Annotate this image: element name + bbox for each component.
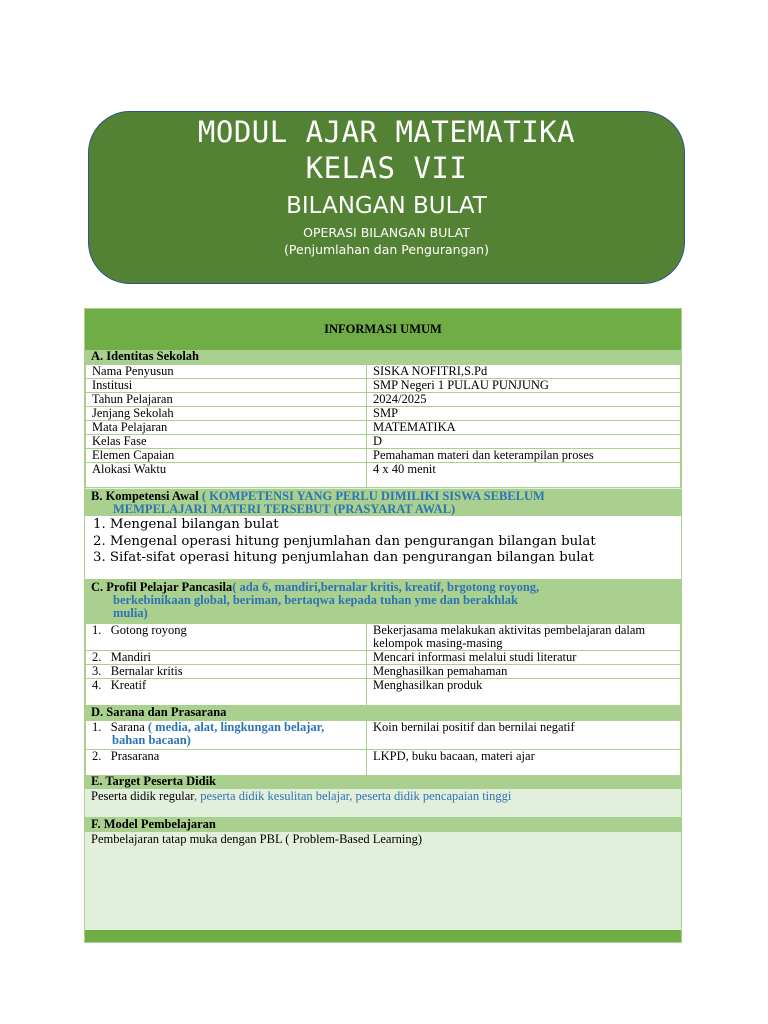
identity-value: SMP Negeri 1 PULAU PUNJUNG (367, 379, 681, 393)
model-text: Pembelajaran tatap muka dengan PBL ( Problem-Based Learning) (85, 832, 681, 930)
banner-class: KELAS VII (305, 151, 468, 185)
section-header-informasi-umum: INFORMASI UMUM (85, 309, 681, 350)
facility-label: 2. Prasarana (86, 750, 367, 776)
profile-label: 3. Bernalar kritis (86, 665, 367, 679)
identity-value: 4 x 40 menit (367, 463, 681, 488)
identity-label: Nama Penyusun (86, 365, 367, 379)
identity-value: Pemahaman materi dan keterampilan proses (367, 449, 681, 463)
banner-title: MODUL AJAR MATEMATIKA (197, 115, 576, 149)
section-c-note-cont: berkebinikaan global, beriman, bertaqwa kepada tuhan yme dan berakhlak (113, 593, 518, 607)
profile-label: 4. Kreatif (86, 679, 367, 706)
table-footer-bar (85, 930, 681, 942)
section-d-title: D. Sarana dan Prasarana (85, 705, 681, 720)
info-table (84, 308, 682, 943)
list-item: 1. Mengenal bilangan bulat (93, 517, 279, 532)
banner-subtopic: OPERASI BILANGAN BULAT (303, 225, 470, 240)
identity-value: MATEMATIKA (367, 421, 681, 435)
identity-value: 2024/2025 (367, 393, 681, 407)
identity-label: Alokasi Waktu (86, 463, 367, 488)
list-item: 2. Mengenal operasi hitung penjumlahan dan pengurangan bilangan bulat (93, 533, 596, 549)
identity-value: SISKA NOFITRI,S.Pd (367, 365, 681, 379)
section-e-title: E. Target Peserta Didik (85, 775, 681, 789)
identity-value: SMP (367, 407, 681, 421)
section-b-note: ( KOMPETENSI YANG PERLU DIMILIKI SISWA SEBELUM (201, 489, 545, 503)
identity-value: D (367, 435, 681, 449)
identity-label: Mata Pelajaran (86, 421, 367, 435)
section-a-title: A. Identitas Sekolah (85, 350, 681, 364)
prerequisite-list (85, 516, 681, 579)
identity-label: Elemen Capaian (86, 449, 367, 463)
section-b-title (85, 489, 681, 516)
target-text: Peserta didik regular, peserta didik kesulitan belajar, peserta didik pencapaian tinggi (85, 789, 681, 817)
identity-table (85, 364, 681, 488)
section-b-heading: B. Kompetensi Awal (91, 489, 199, 503)
profile-table (85, 623, 681, 706)
profile-value: Menghasilkan produk (367, 679, 681, 706)
profile-value: Mencari informasi melalui studi literatur (367, 651, 681, 665)
profile-value: Bekerjasama melakukan aktivitas pembelajaran dalam kelompok masing-masing (367, 624, 681, 651)
identity-label: Institusi (86, 379, 367, 393)
facility-label: 1. Sarana ( media, alat, lingkungan belajar, bahan bacaan) (86, 721, 367, 750)
facility-value: Koin bernilai positif dan bernilai negatif (367, 721, 681, 750)
section-c-title (85, 579, 681, 623)
section-b-note-cont: MEMPELAJARI MATERI TERSEBUT (PRASYARAT AWAL) (113, 502, 456, 516)
identity-label: Kelas Fase (86, 435, 367, 449)
profile-value: Menghasilkan pemahaman (367, 665, 681, 679)
facilities-table (85, 720, 681, 776)
section-c-note-end: mulia) (113, 606, 148, 620)
banner-subtitle: (Penjumlahan dan Pengurangan) (284, 242, 489, 257)
section-c-heading: C. Profil Pelajar Pancasila (91, 580, 233, 594)
profile-label: 1. Gotong royong (86, 624, 367, 651)
banner-topic: BILANGAN BULAT (286, 193, 487, 219)
title-banner (88, 111, 685, 284)
section-c-note: ( ada 6, mandiri,bernalar kritis, kreatif, brgotong royong, (232, 580, 540, 594)
profile-label: 2. Mandiri (86, 651, 367, 665)
facility-value: LKPD, buku bacaan, materi ajar (367, 750, 681, 776)
section-f-title: F. Model Pembelajaran (85, 817, 681, 832)
list-item: 3. Sifat-sifat operasi hitung penjumlahan dan pengurangan bilangan bulat (93, 550, 594, 565)
identity-label: Tahun Pelajaran (86, 393, 367, 407)
identity-label: Jenjang Sekolah (86, 407, 367, 421)
